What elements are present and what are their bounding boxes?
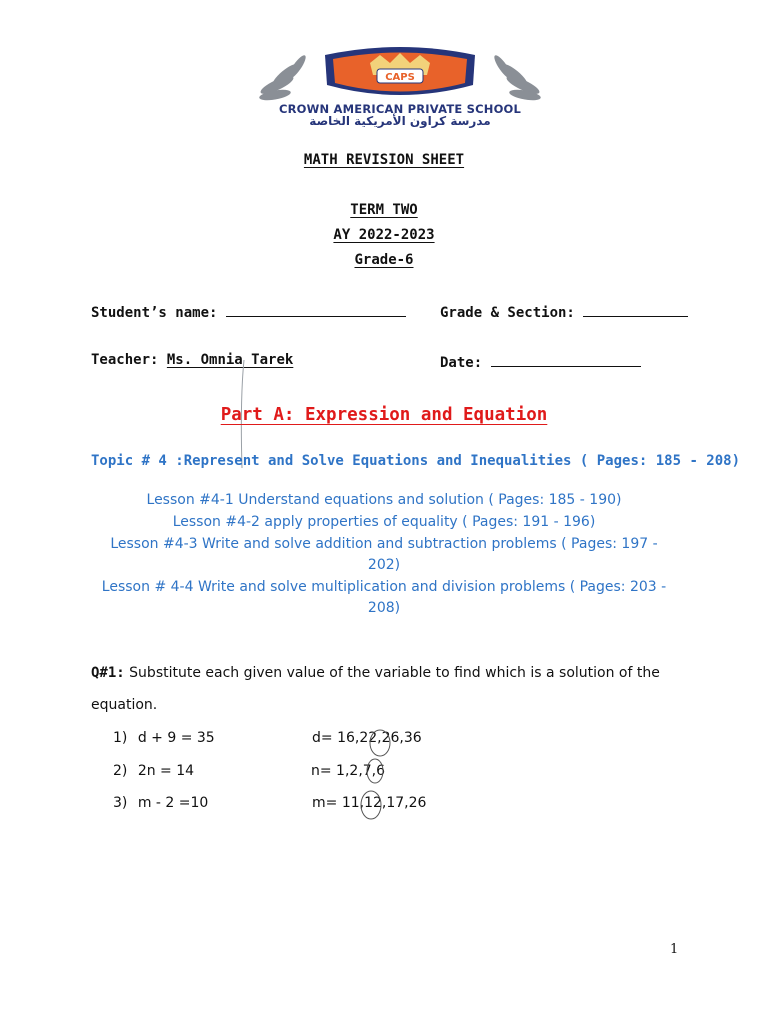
- grade-section-field: [440, 302, 688, 321]
- question-item: [113, 730, 215, 746]
- laurel-left-icon: [258, 53, 308, 102]
- item-values: n= 1,2,7,6: [311, 763, 386, 779]
- lesson-4-4-line2: 208): [367, 600, 401, 616]
- date-field: [440, 352, 641, 371]
- item-equation: d + 9 = 35: [137, 730, 215, 746]
- lesson-4-4-line1: Lesson # 4-4 Write and solve multiplication and division problems ( Pages: 203 -: [101, 579, 667, 595]
- answer-circle-marks: [360, 725, 400, 825]
- part-a-title: Part A: Expression and Equation: [220, 405, 548, 425]
- lesson-4-2: Lesson #4-2 apply properties of equality ( Pages: 191 - 196): [172, 514, 596, 530]
- teacher-field: [91, 352, 293, 368]
- item-number: 2): [113, 763, 128, 779]
- student-name-blank[interactable]: [226, 302, 406, 317]
- laurel-right-icon: [492, 53, 542, 102]
- student-name-label: Student’s name:: [91, 305, 218, 321]
- item-equation: 2n = 14: [137, 763, 195, 779]
- lesson-4-1: Lesson #4-1 Understand equations and solution ( Pages: 185 - 190): [146, 492, 622, 508]
- item-equation: m - 2 =10: [137, 795, 209, 811]
- question-1-line1: [91, 665, 660, 681]
- emblem-text: CAPS: [385, 72, 415, 83]
- term-label: TERM TWO: [350, 202, 418, 218]
- grade-section-label: Grade & Section:: [440, 305, 575, 321]
- question-1-line2: equation.: [91, 697, 158, 713]
- date-blank[interactable]: [491, 352, 641, 367]
- lesson-4-3-line2: 202): [367, 557, 401, 573]
- topic-title: Topic # 4 :Represent and Solve Equations and Inequalities ( Pages: 185 - 208): [91, 453, 741, 469]
- academic-year: AY 2022-2023: [333, 227, 435, 243]
- sheet-title: MATH REVISION SHEET: [303, 152, 465, 168]
- grade-label: Grade-6: [354, 252, 414, 268]
- crown-emblem-icon: [325, 47, 475, 95]
- lesson-4-3-line1: Lesson #4-3 Write and solve addition and subtraction problems ( Pages: 197 -: [110, 536, 658, 552]
- grade-section-blank[interactable]: [583, 302, 688, 317]
- question-item: [113, 795, 208, 811]
- page-number: 1: [670, 942, 679, 957]
- question-1-number: Q#1:: [91, 665, 125, 681]
- date-label: Date:: [440, 355, 483, 371]
- teacher-name: Ms. Omnia Tarek: [166, 352, 294, 368]
- question-item: [113, 763, 194, 779]
- school-name-english: CROWN AMERICAN PRIVATE SCHOOL: [278, 102, 522, 116]
- question-1-text: Substitute each given value of the variable to find which is a solution of the: [129, 665, 660, 681]
- teacher-label: Teacher:: [91, 352, 159, 368]
- school-name-arabic: مدرسة كراون الأمريكية الخاصة: [309, 114, 491, 128]
- item-values: m= 11,12,17,26: [312, 795, 427, 811]
- item-number: 3): [113, 795, 128, 811]
- student-name-field: [91, 302, 406, 321]
- item-values: d= 16,22,26,36: [312, 730, 422, 746]
- item-number: 1): [113, 730, 128, 746]
